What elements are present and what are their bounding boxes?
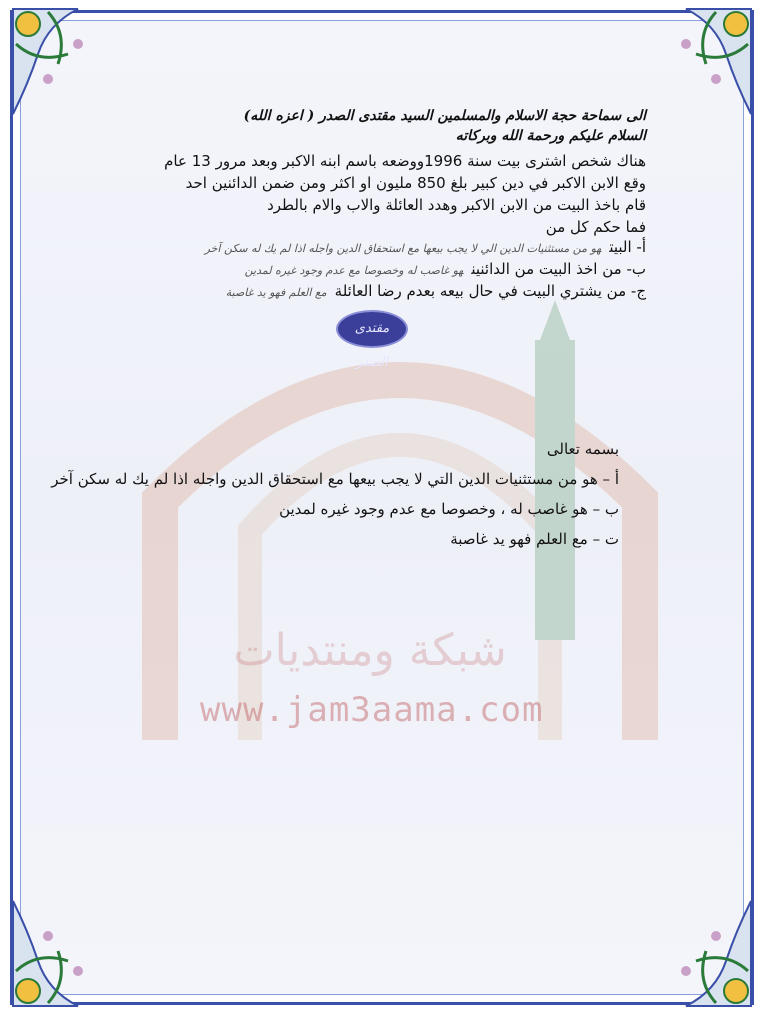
answer-line-a: أ – هو من مستثنيات الدين التي لا يجب بيعها مع استحقاق الدين واجله اذا لم يك له سكن آخر	[51, 470, 619, 488]
official-seal: مقتدى الصدر	[336, 310, 408, 348]
watermark-tagline: شبكة ومنتديات	[233, 625, 507, 676]
item-a-label: أ- البيت	[609, 238, 646, 256]
question-heading: الى سماحة حجة الاسلام والمسلمين السيد مقتدى الصدر ( اعزه الله)	[243, 108, 646, 124]
question-line-4: فما حكم كل من	[545, 218, 646, 236]
question-item-b	[245, 260, 646, 278]
item-a-handwritten-answer: هو من مستثنيات الدين الي لا يجب بيعها مع استحقاق الدين واجله اذا لم يك له سكن آخر	[204, 242, 602, 255]
question-item-a	[205, 238, 646, 256]
question-item-c	[226, 282, 646, 300]
question-line-1: هناك شخص اشترى بيت سنة 1996ووضعه باسم ابنه الاكبر وبعد مرور 13 عام	[164, 152, 646, 170]
question-line-2: وقع الابن الاكبر في دين كبير بلغ 850 مليون او اكثر ومن ضمن الدائنين احد	[185, 174, 646, 192]
answer-line-b: ب – هو غاصب له ، وخصوصا مع عدم وجود غيره لمدين	[279, 500, 619, 518]
ornament-bottom-right	[636, 891, 756, 1011]
item-b-handwritten-answer: هو غاصب له وخصوصا مع عدم وجود غيره لمدين	[244, 264, 464, 277]
item-b-label: ب- من اخذ البيت من الدائنين	[471, 260, 646, 278]
item-c-handwritten-answer: مع العلم فهو يد غاصبة	[225, 286, 327, 299]
ornament-top-right	[636, 4, 756, 124]
answer-title: بسمه تعالى	[546, 440, 619, 458]
watermark-url: www.jam3aama.com	[200, 690, 544, 730]
item-c-label: ج- من يشتري البيت في حال بيعه بعدم رضا العائلة	[334, 282, 646, 300]
ornament-bottom-left	[8, 891, 128, 1011]
answer-line-c: ت – مع العلم فهو يد غاصبة	[450, 530, 619, 548]
ornament-top-left	[8, 4, 128, 124]
greeting-heading: السلام عليكم ورحمة الله وبركاته	[455, 128, 646, 144]
question-line-3: قام باخذ البيت من الابن الاكبر وهدد العائلة والاب والام بالطرد	[267, 196, 646, 214]
